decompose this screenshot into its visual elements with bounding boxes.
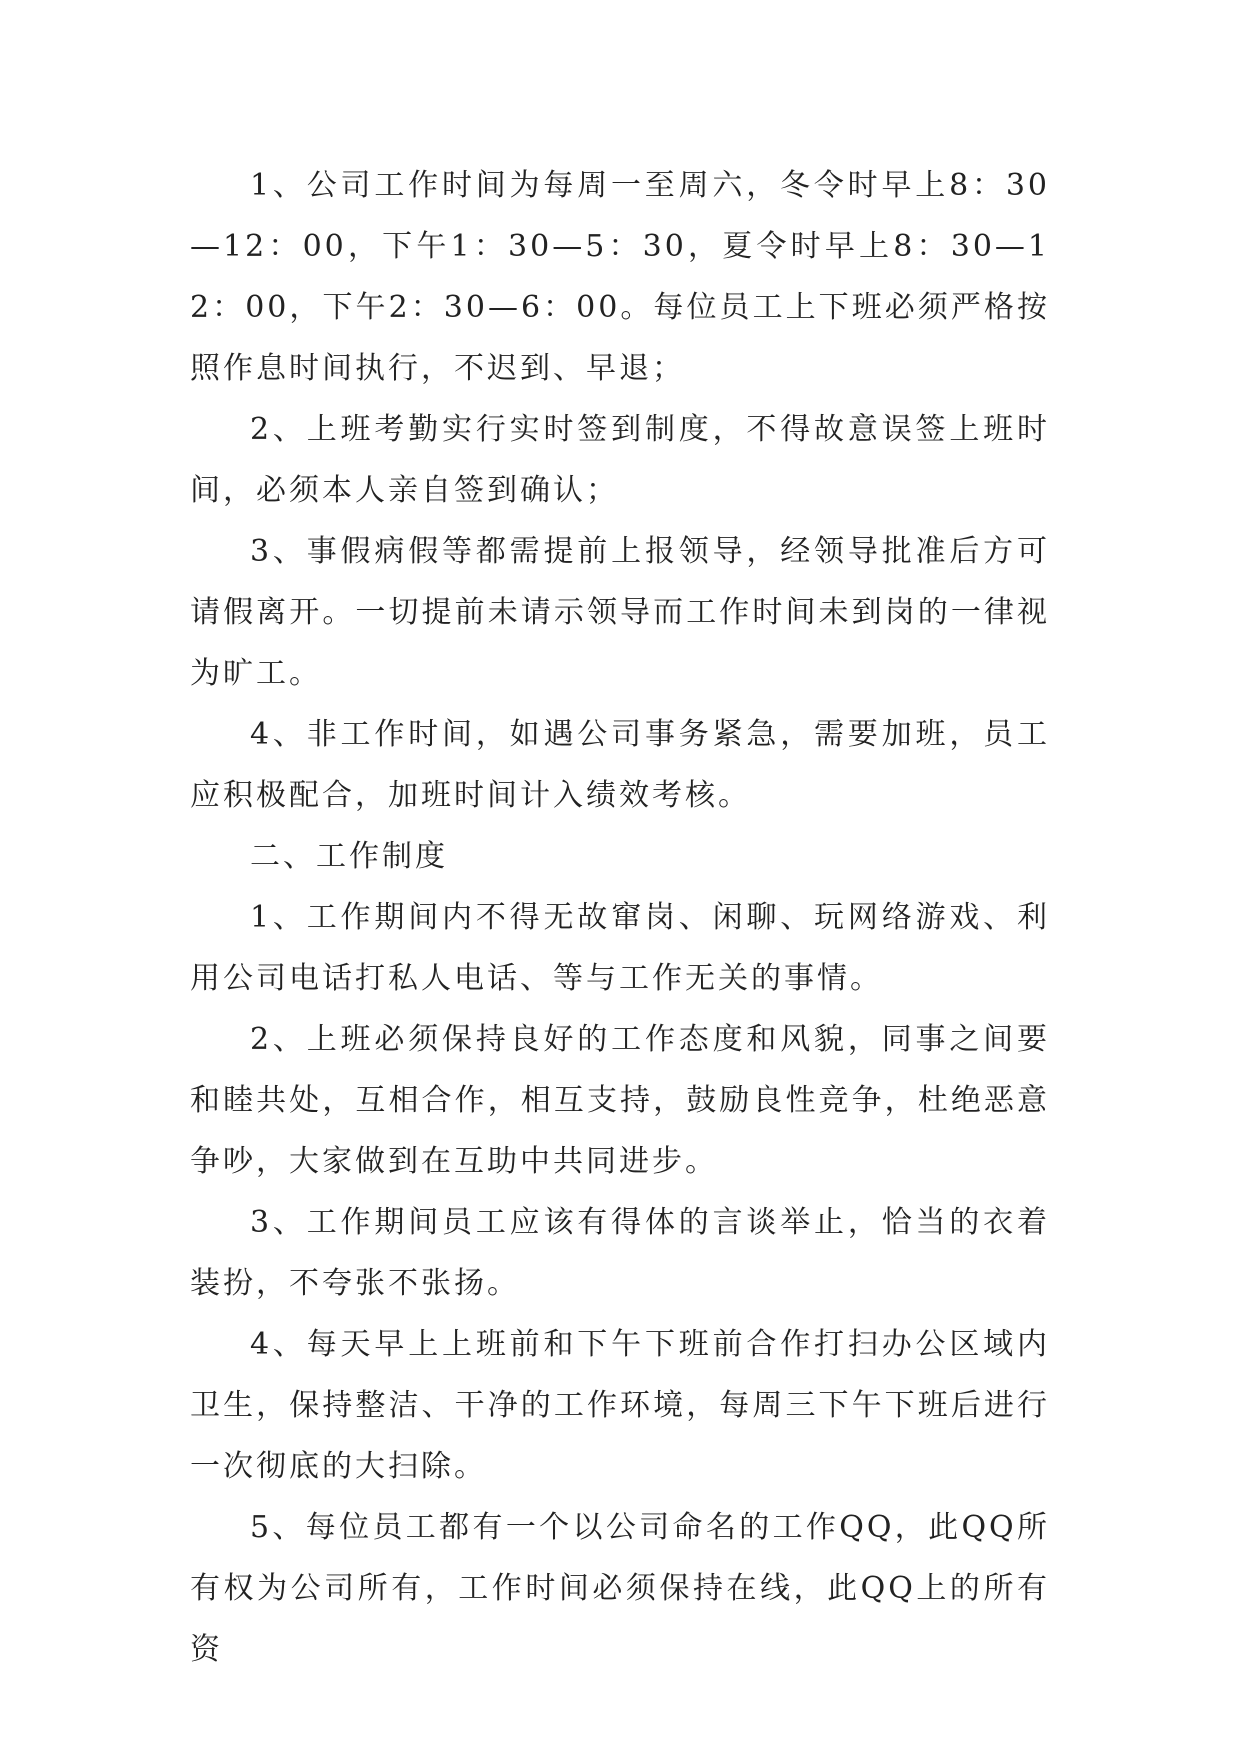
paragraph-work-qq: 5、每位员工都有一个以公司命名的工作QQ，此QQ所有权为公司所有，工作时间必须保持在线，此QQ上的所有资	[190, 1510, 1050, 1667]
paragraph-leave-request: 3、事假病假等都需提前上报领导，经领导批准后方可请假离开。一切提前未请示领导而工作时间未到岗的一律视为旷工。	[190, 534, 1050, 691]
paragraph-office-cleaning: 4、每天早上上班前和下午下班前合作打扫办公区域内卫生，保持整洁、干净的工作环境，每周三下午下班后进行一次彻底的大扫除。	[190, 1327, 1050, 1484]
paragraph-work-attitude: 2、上班必须保持良好的工作态度和风貌，同事之间要和睦共处，互相合作，相互支持，鼓励良性竞争，杜绝恶意争吵，大家做到在互助中共同进步。	[190, 1022, 1050, 1179]
paragraph-no-unrelated-activities: 1、工作期间内不得无故窜岗、闲聊、玩网络游戏、利用公司电话打私人电话、等与工作无关的事情。	[190, 900, 1050, 996]
paragraph-attendance-signin: 2、上班考勤实行实时签到制度，不得故意误签上班时间，必须本人亲自签到确认；	[190, 412, 1050, 508]
section-heading-work-rules: 二、工作制度	[250, 839, 448, 874]
paragraph-work-hours: 1、公司工作时间为每周一至周六，冬令时早上8：30—12：00，下午1：30—5：30，夏令时早上8：30—12：00，下午2：30—6：00。每位员工上下班必须严格按照作息时间执行，不迟到、早退；	[190, 168, 1050, 386]
paragraph-overtime: 4、非工作时间，如遇公司事务紧急，需要加班，员工应积极配合，加班时间计入绩效考核。	[190, 717, 1050, 813]
document-body	[190, 155, 1050, 1680]
paragraph-conduct-attire: 3、工作期间员工应该有得体的言谈举止，恰当的衣着装扮，不夸张不张扬。	[190, 1205, 1050, 1301]
